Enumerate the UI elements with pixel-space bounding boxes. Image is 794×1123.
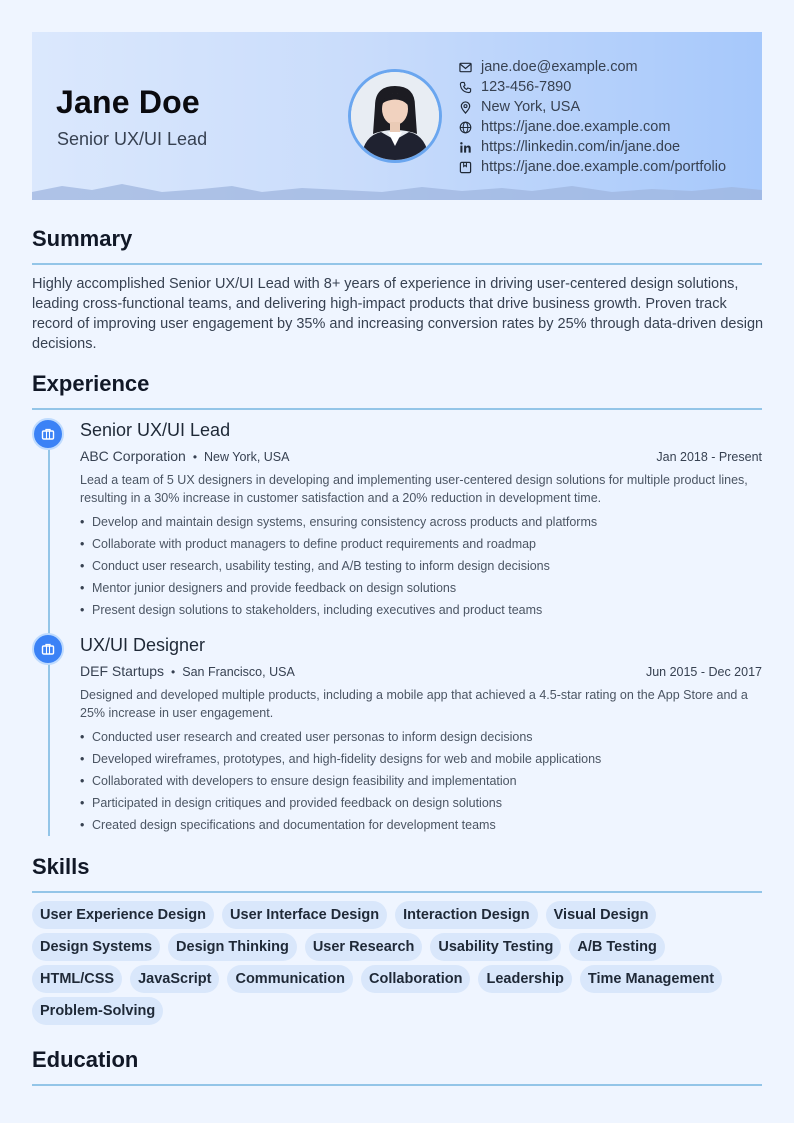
skill-chip: Collaboration <box>361 965 470 993</box>
avatar-portrait <box>351 72 439 160</box>
contact-portfolio-text: https://jane.doe.example.com/portfolio <box>481 159 727 175</box>
list-item: • Conduct user research, usability testing, and A/B testing to inform design decisions <box>80 555 762 577</box>
contact-email-text: jane.doe@example.com <box>481 59 638 75</box>
skill-chip: User Research <box>305 933 423 961</box>
job-dates: Jan 2018 - Present <box>656 450 762 464</box>
skill-chip: HTML/CSS <box>32 965 122 993</box>
contact-location <box>458 97 726 117</box>
skill-chip: User Interface Design <box>222 901 387 929</box>
skill-chip: Design Systems <box>32 933 160 961</box>
list-item: • Collaborate with product managers to define product requirements and roadmap <box>80 533 762 555</box>
timeline-marker <box>32 633 64 665</box>
job-entry <box>80 635 762 836</box>
job-company: ABC Corporation <box>80 448 186 464</box>
list-item: • Collaborated with developers to ensure design feasibility and implementation <box>80 770 762 792</box>
contact-linkedin[interactable] <box>458 137 726 157</box>
job-title: UX/UI Designer <box>80 635 206 655</box>
job-dates: Jun 2015 - Dec 2017 <box>645 665 762 679</box>
skill-chip: A/B Testing <box>569 933 664 961</box>
separator-dot: • <box>192 450 198 464</box>
job-bullet-list <box>80 511 762 621</box>
briefcase-icon <box>41 642 55 656</box>
job-meta <box>80 663 762 685</box>
avatar <box>348 69 442 163</box>
job-company-line <box>80 448 290 464</box>
contact-phone[interactable] <box>458 77 726 97</box>
skill-chip: Leadership <box>478 965 571 993</box>
job-bullet-list <box>80 726 762 836</box>
skill-chip: JavaScript <box>130 965 219 993</box>
skill-chip: Usability Testing <box>430 933 561 961</box>
globe-icon <box>458 120 472 134</box>
header-wave-decoration <box>32 180 762 200</box>
job-entry <box>80 420 762 621</box>
list-item: • Present design solutions to stakeholders, including executives and product teams <box>80 599 762 621</box>
skill-chip: Design Thinking <box>168 933 297 961</box>
separator-dot: • <box>171 665 176 679</box>
candidate-role: Senior UX/UI Lead <box>57 129 208 149</box>
contact-website[interactable] <box>458 117 726 137</box>
education-heading: Education <box>32 1047 139 1072</box>
skill-chip: Visual Design <box>546 901 657 929</box>
phone-icon <box>458 80 472 94</box>
education-divider <box>32 1084 762 1086</box>
contact-list <box>458 57 726 177</box>
list-item: • Created design specifications and documentation for development teams <box>80 814 762 836</box>
skills-heading: Skills <box>32 854 90 879</box>
contact-email[interactable] <box>458 57 726 77</box>
skill-chip: User Experience Design <box>32 901 214 929</box>
experience-divider <box>32 408 762 410</box>
briefcase-icon <box>41 427 55 441</box>
job-title: Senior UX/UI Lead <box>80 420 231 440</box>
skill-chip: Problem-Solving <box>32 997 163 1025</box>
list-item: • Develop and maintain design systems, ensuring consistency across products and platforms <box>80 511 762 533</box>
contact-location-text: New York, USA <box>481 99 581 115</box>
summary-heading: Summary <box>32 226 133 251</box>
job-company: DEF Startups <box>80 663 165 679</box>
job-company-line <box>80 663 295 679</box>
experience-heading: Experience <box>32 371 150 396</box>
summary-text: Highly accomplished Senior UX/UI Lead with 8+ years of experience in driving user-centered design solutions, leading cross-functional teams, and delivering high-impact products that drive business growth. Proven track record of improving user engagement by 35% and increasing conversion rates by 25% through data-driven design decisions. <box>32 276 764 352</box>
skill-chip: Communication <box>227 965 353 993</box>
contact-linkedin-text: https://linkedin.com/in/jane.doe <box>481 139 681 155</box>
resume-header <box>32 32 762 200</box>
skills-list <box>32 901 762 1029</box>
mail-icon <box>458 60 472 74</box>
candidate-name: Jane Doe <box>56 84 200 120</box>
list-item: • Mentor junior designers and provide feedback on design solutions <box>80 577 762 599</box>
job-location: San Francisco, USA <box>182 665 295 679</box>
summary-divider <box>32 263 762 265</box>
contact-phone-text: 123-456-7890 <box>481 79 572 95</box>
contact-portfolio[interactable] <box>458 157 726 177</box>
job-description: Designed and developed multiple products, including a mobile app that achieved a 4.5-star rating on the App Store and a 25% increase in user engagement. <box>80 688 748 720</box>
linkedin-icon <box>458 140 472 154</box>
portfolio-icon <box>458 160 472 174</box>
timeline-marker <box>32 418 64 450</box>
job-location: New York, USA <box>204 450 290 464</box>
location-icon <box>458 100 472 114</box>
list-item: • Developed wireframes, prototypes, and high-fidelity designs for web and mobile applications <box>80 748 762 770</box>
job-description: Lead a team of 5 UX designers in developing and implementing user-centered design solutions for multiple product lines, resulting in a 30% increase in customer satisfaction and a 20% reduction in development time. <box>80 473 748 505</box>
job-meta <box>80 448 762 470</box>
skill-chip: Interaction Design <box>395 901 538 929</box>
skill-chip: Time Management <box>580 965 722 993</box>
list-item: • Conducted user research and created user personas to inform design decisions <box>80 726 762 748</box>
list-item: • Participated in design critiques and provided feedback on design solutions <box>80 792 762 814</box>
contact-website-text: https://jane.doe.example.com <box>481 119 671 135</box>
skills-divider <box>32 891 762 893</box>
